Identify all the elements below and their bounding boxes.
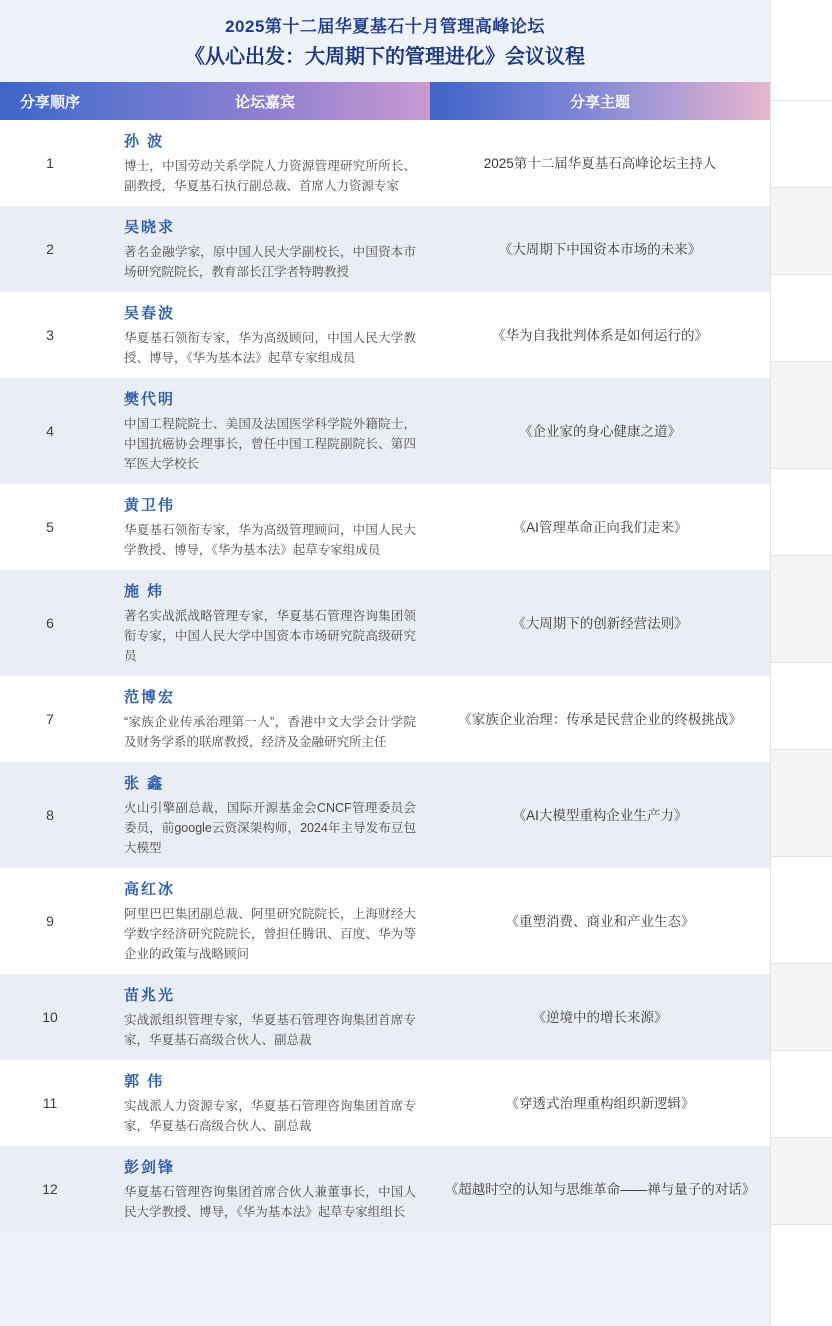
right-strip-cell — [771, 1051, 832, 1138]
table-body — [0, 120, 770, 1232]
guest-description: 华夏基石领衔专家，华为高级顾问，中国人民大学教授、博导，《华为基本法》起草专家组成员 — [124, 331, 416, 365]
right-strip-cell — [771, 1138, 832, 1225]
row-guest-cell — [100, 206, 430, 292]
guest-description: 实战派组织管理专家，华夏基石管理咨询集团首席专家，华夏基石高级合伙人、副总裁 — [124, 1013, 416, 1047]
row-topic: 《逆境中的增长来源》 — [430, 974, 770, 1060]
guest-description: 实战派人力资源专家，华夏基石管理咨询集团首席专家，华夏基石高级合伙人、副总裁 — [124, 1099, 416, 1133]
table-row — [0, 762, 770, 868]
row-topic: 《家族企业治理：传承是民营企业的终极挑战》 — [430, 676, 770, 762]
table-row — [0, 292, 770, 378]
row-topic: 《大周期下的创新经营法则》 — [430, 570, 770, 676]
row-order-number: 11 — [0, 1060, 100, 1146]
table-row — [0, 378, 770, 484]
table-row — [0, 974, 770, 1060]
row-guest-cell — [100, 1146, 430, 1232]
guest-name: 樊代明 — [124, 391, 176, 408]
right-strip-cell — [771, 188, 832, 275]
row-guest-cell — [100, 292, 430, 378]
row-guest-cell — [100, 1060, 430, 1146]
row-topic: 《华为自我批判体系是如何运行的》 — [430, 292, 770, 378]
guest-description: 华夏基石领衔专家，华为高级管理顾问，中国人民大学教授、博导，《华为基本法》起草专家组成员 — [124, 523, 416, 557]
right-strip-cell — [771, 750, 832, 857]
table-header — [0, 82, 770, 120]
guest-name: 高红冰 — [124, 881, 176, 898]
row-guest-cell — [100, 484, 430, 570]
page-title — [0, 0, 770, 82]
guest-description: 华夏基石管理咨询集团首席合伙人兼董事长，中国人民大学教授、博导，《华为基本法》起草专家组组长 — [124, 1185, 416, 1219]
row-order-number: 7 — [0, 676, 100, 762]
title-line-2: 《从心出发：大周期下的管理进化》会议议程 — [185, 46, 585, 68]
right-strip-cell — [771, 469, 832, 556]
row-order-number: 10 — [0, 974, 100, 1060]
guest-name: 黄卫伟 — [124, 497, 176, 514]
row-guest-cell — [100, 570, 430, 676]
row-topic: 《穿透式治理重构组织新逻辑》 — [430, 1060, 770, 1146]
row-topic: 2025第十二届华夏基石高峰论坛主持人 — [430, 120, 770, 206]
guest-name: 吴春波 — [124, 305, 176, 322]
row-guest-cell — [100, 676, 430, 762]
right-strip-cell — [771, 556, 832, 663]
guest-name: 吴晓求 — [124, 219, 176, 236]
guest-name: 彭剑锋 — [124, 1159, 176, 1176]
right-strip-header-cell — [771, 0, 832, 101]
table-row — [0, 676, 770, 762]
row-guest-cell — [100, 378, 430, 484]
row-order-number: 4 — [0, 378, 100, 484]
row-order-number: 9 — [0, 868, 100, 974]
row-topic: 《AI管理革命正向我们走来》 — [430, 484, 770, 570]
column-header-topic: 分享主题 — [430, 82, 770, 120]
row-order-number: 8 — [0, 762, 100, 868]
guest-name: 郭 伟 — [124, 1073, 165, 1090]
right-strip-cell — [771, 275, 832, 362]
table-row — [0, 1146, 770, 1232]
title-line-1: 2025第十二届华夏基石十月管理高峰论坛 — [225, 17, 545, 36]
column-header-order: 分享顺序 — [0, 82, 100, 120]
row-guest-cell — [100, 120, 430, 206]
right-strip-cell — [771, 857, 832, 964]
row-order-number: 2 — [0, 206, 100, 292]
row-order-number: 6 — [0, 570, 100, 676]
row-guest-cell — [100, 762, 430, 868]
guest-description: 中国工程院院士、美国及法国医学科学院外籍院士，中国抗癌协会理事长，曾任中国工程院副院长、第四军医大学校长 — [124, 417, 416, 471]
guest-description: 火山引擎副总裁，国际开源基金会CNCF管理委员会委员，前google云资深架构师，2024年主导发布豆包大模型 — [124, 801, 416, 855]
table-row — [0, 206, 770, 292]
guest-description: 著名金融学家，原中国人民大学副校长，中国资本市场研究院院长，教育部长江学者特聘教授 — [124, 245, 416, 279]
table-row — [0, 120, 770, 206]
row-order-number: 1 — [0, 120, 100, 206]
agenda-table — [0, 82, 770, 1232]
right-strip-cell — [771, 362, 832, 469]
guest-name: 范博宏 — [124, 689, 176, 706]
right-empty-column — [770, 0, 832, 1326]
guest-name: 张 鑫 — [124, 775, 165, 792]
row-topic: 《大周期下中国资本市场的未来》 — [430, 206, 770, 292]
guest-description: “家族企业传承治理第一人”，香港中文大学会计学院及财务学系的联席教授，经济及金融研究所主任 — [124, 715, 416, 749]
guest-name: 孙 波 — [124, 133, 165, 150]
table-row — [0, 484, 770, 570]
row-topic: 《AI大模型重构企业生产力》 — [430, 762, 770, 868]
right-strip-cell — [771, 663, 832, 750]
column-header-guest: 论坛嘉宾 — [100, 82, 430, 120]
row-order-number: 3 — [0, 292, 100, 378]
guest-name: 苗兆光 — [124, 987, 176, 1004]
right-strip-cell — [771, 964, 832, 1051]
guest-description: 著名实战派战略管理专家，华夏基石管理咨询集团领衔专家，中国人民大学中国资本市场研究院高级研究员 — [124, 609, 416, 663]
table-row — [0, 868, 770, 974]
row-guest-cell — [100, 868, 430, 974]
row-topic: 《企业家的身心健康之道》 — [430, 378, 770, 484]
guest-description: 阿里巴巴集团副总裁、阿里研究院院长，上海财经大学数字经济研究院院长，曾担任腾讯、百度、华为等企业的政策与战略顾问 — [124, 907, 416, 961]
row-guest-cell — [100, 974, 430, 1060]
row-topic: 《超越时空的认知与思维革命——禅与量子的对话》 — [430, 1146, 770, 1232]
table-row — [0, 570, 770, 676]
guest-name: 施 炜 — [124, 583, 165, 600]
row-order-number: 12 — [0, 1146, 100, 1232]
table-row — [0, 1060, 770, 1146]
row-topic: 《重塑消费、商业和产业生态》 — [430, 868, 770, 974]
right-strip-cell — [771, 101, 832, 188]
row-order-number: 5 — [0, 484, 100, 570]
guest-description: 博士，中国劳动关系学院人力资源管理研究所所长、副教授，华夏基石执行副总裁、首席人力资源专家 — [124, 159, 416, 193]
